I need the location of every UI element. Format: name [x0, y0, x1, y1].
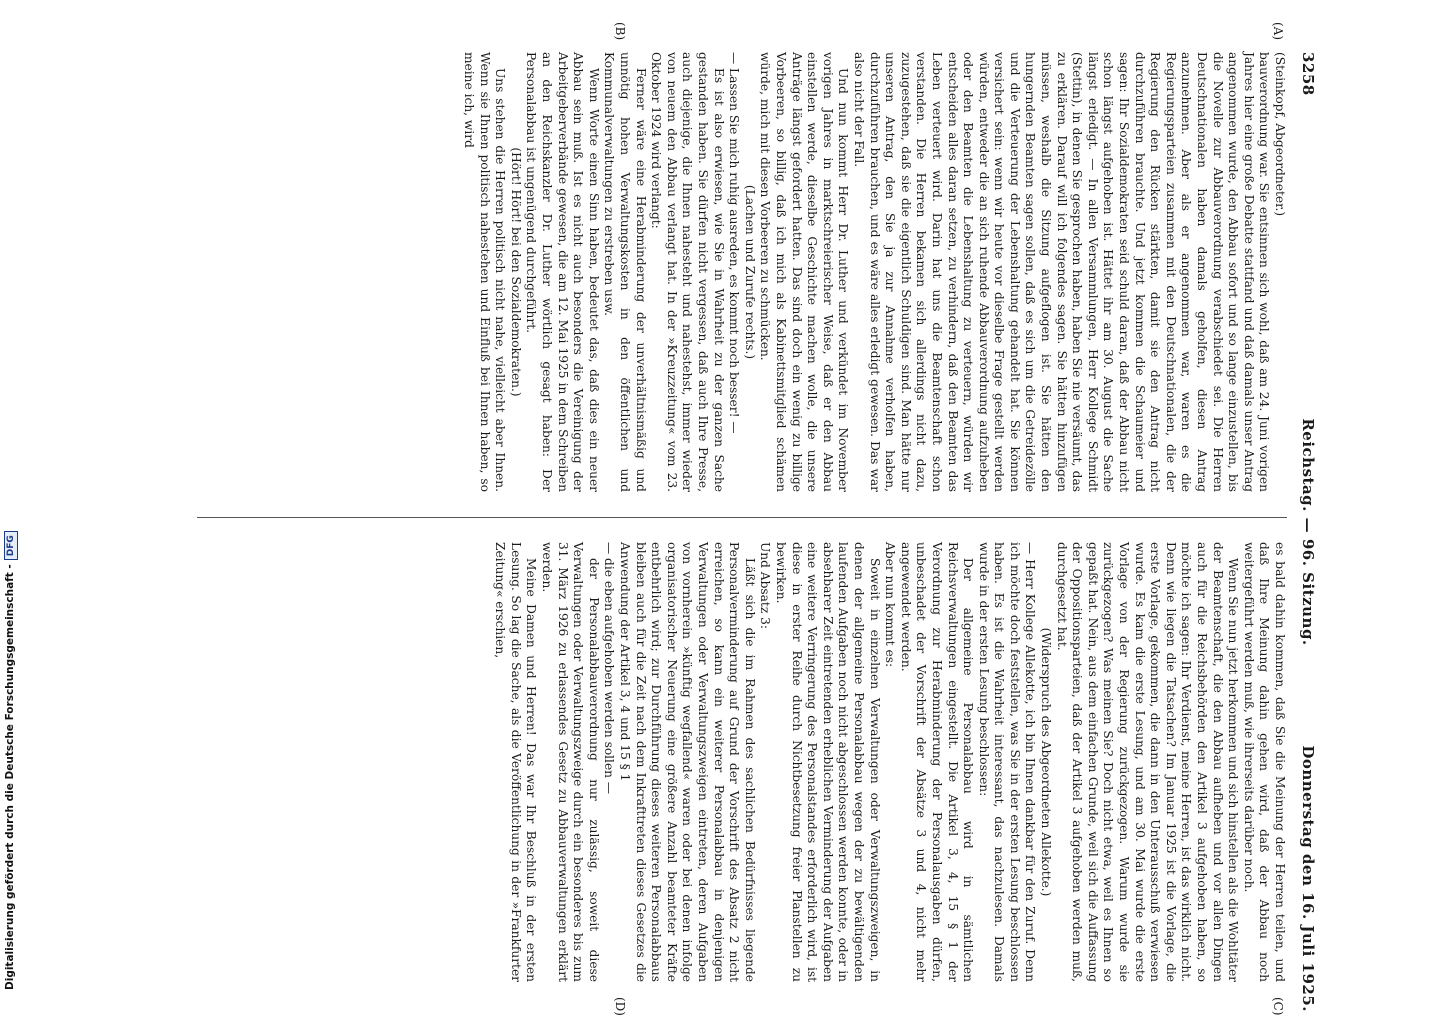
paragraph: Wenn Worte einen Sinn haben, bedeutet das, daß dies ein neuer Abbau sein muß. Ist es nicht auch besonders die Vereinigung der Arbeitgeberverbände gewesen, die am 12. Mai 1925 in dem Schreiben an den Reichskanzler Dr. Luther wörtlich gesagt haben: Der Personalabbau ist ungenügend durchgeführt.: [524, 52, 601, 492]
paragraph: (Hört! Hört! bei den Sozialdemokraten.): [508, 147, 523, 397]
paragraph: bauverordnung war. Sie entsinnen sich wohl, daß am 24. Juni vorigen Jahres hier eine große Debatte stattfand und daß damals unser Antrag angenommen wurde, den Abbau sofort und so lange einzustellen, bis die Novelle zur Abbauverordnung verabschiedet sei. Die Herren Deutschnationalen haben damals geholfen, diesen Antrag anzunehmen. Aber als er angenommen war, waren es die Regierungsparteien zusammen mit den Deutschnationalen, die der Regierung den Rücken stärkten, damit sie den Antrag nicht durchzuführen brauchte. Und jetzt kommen die Schaumeier und sagen: Ihr Sozialdemokraten seid schuld daran, daß der Abbau nicht schon längst aufgehoben ist. Hättet ihr am 30. August die Sache längst erledigt. — In allen Versammlungen, Herr Kollege Schmidt (Stettin), in denen Sie gesprochen haben, haben Sie nie versäumt, das zu erklären. Darauf will ich folgendes sagen. Sie hätten hinzufügen müssen, weshalb die Sitzung aufgeflogen ist. Sie hätten den hungernden Beamten sagen sollen, daß es sich um die Getreidezölle und die Verteuerung der Lebenshaltung gehandelt hat. Sie können versichert sein: wenn wir heute vor dieselbe Frage gestellt werden würden, entweder die an sich ruhende Abbauverordnung aufzuheben oder den Beamten die Lebenshaltung zu verteuern, würden wir entscheiden alles daran setzen, zu verhindern, daß den Beamten das Leben verteuert wird. Darin hat uns die Beamtenschaft schon verstanden. Die Herren bekamen sich allerdings nicht dazu, zuzugestehen, daß sie die eigentlich Schuldigen sind. Man hätte nur unseren Antrag, den Sie ja zur Annahme verholfen haben, durchzuführen brauchen, und es wäre alles erledigt gewesen. Das war also nicht der Fall.: [851, 52, 1272, 492]
paragraph: (Lachen und Zurufe rechts.): [742, 184, 757, 360]
margin-marker-a: (A): [1271, 22, 1285, 41]
paragraph: (Steinkopf, Abgeordneter.): [1273, 52, 1287, 217]
page-number: 3258: [1299, 52, 1317, 96]
paragraph: Wenn Sie nun jetzt herkommen und sich hinstellen als die Wohltäter der Beamtenschaft, die den Abbau aufheben und vor allen Dingen auch für die Reichsbehörden den Artikel 3 aufgehoben haben, so möchte ich sagen: Ihr Verdienst, meine Herren, ist das wirklich nicht. Denn wie liegen die Tatsachen? Im Januar 1925 ist die Vorlage, die erste Vorlage, gekommen, die dann in den Unterausschuß verwiesen wurde. Es kam die erste Lesung, und am 30. Mai wurde die erste Vorlage von der Regierung zurückgezogen. Warum wurde sie zurückgezogen? Was meinen Sie? Doch nicht etwa, weil es Ihnen so gepaßt hat. Nein, aus dem einfachen Grunde, weil sich die Auffassung der Oppositionsparteien, daß der Artikel 3 aufgehoben werden muß, durchgesetzt hat.: [1054, 542, 1241, 982]
right-column: [492, 542, 1287, 982]
paragraph: Meine Damen und Herren! Das war Ihr Beschluß in der ersten Lesung. So lag die Sache, als die Veröffentlichung in der »Frankfurter Zeitung« erschien,: [493, 542, 539, 982]
margin-marker-d: (D): [613, 997, 627, 1016]
paragraph: Es ist also erwiesen, wie Sie in Wahrheit zu der ganzen Sache gestanden haben. Sie dürfen nicht vergessen, daß auch Ihre Presse, auch diejenige, die Ihnen nahesteht und nahestehst, immer wieder von neuem den Abbau verlangt hat. In der »Kreuzzeitung« vom 23. Oktober 1924 wird verlangt:: [649, 52, 726, 492]
header-date: Donnerstag den 16. Juli 1925.: [1299, 745, 1317, 1012]
paragraph: der Personalabbauverordnung nur zulässig, soweit diese Verwaltungen oder Verwaltungszweige durch ein besonderes bis zum 31. März 1926 zu erlassendes Gesetz zu Abbauverwaltungen erklärt werden.: [540, 542, 601, 982]
left-column: [461, 52, 1287, 492]
paragraph: (Widerspruch des Abgeordneten Allekotte.): [1039, 627, 1054, 897]
paragraph: Ferner wäre eine Herabminderung der unverhältnismäßig und unnötig hohen Verwaltungskosten in den öffentlichen und Kommunalverwaltungen zu erstreben usw.: [602, 52, 648, 492]
paragraph: — Lassen Sie mich ruhig ausreden, es kommt noch besser! —: [727, 52, 742, 434]
document-page: [97, 22, 1317, 1016]
paragraph: Läßt sich die im Rahmen des sachlichen Bedürfnisses liegende Personalverminderung auf Grund der Vorschrift des Absatz 2 nicht erreichen, so kann ein weiterer Personalabbau in denjenigen Verwaltungen oder Verwaltungszweigen eintreten, deren Aufgaben von vornherein »künftig wegfallend« waren oder bei denen infolge organisatorischer Neuerung eine größere Anzahl beamteter Kräfte entbehrlich wird; zur Durchführung dieses weiteren Personalabbaus bleiben auch für die Zeit nach dem Inkrafttreten dieses Gesetzes die Anwendung der Artikel 3, 4 und 15 § 1: [618, 542, 757, 982]
paragraph: — die eben aufgehoben werden sollen —: [602, 542, 617, 795]
paragraph: Und Absatz 3:: [758, 542, 773, 629]
paragraph: es bald dahin kommen, daß Sie die Meinung der Herren teilen, und daß Ihre Meinung dahin gehen wird, daß der Abbau noch weitergeführt werden muß, wie ihrerseits darüber noch.: [1241, 542, 1287, 982]
paragraph: Uns stehen die Herren politisch nicht nahe, vielleicht aber Ihnen. Wenn sie Ihnen politisch nahestehen und Einfluß bei Ihnen haben, so meine ich, wird: [462, 52, 508, 492]
margin-marker-b: (B): [613, 22, 627, 41]
header-title: Reichstag. — 96. Sitzung.: [1299, 418, 1317, 646]
paragraph: Der allgemeine Personalabbau wird in sämtlichen Reichsverwaltungen eingestellt. Die Artikel 3, 4, 15 § 1 der Verordnung zur Herabminderung der Personalausgaben dürfen, unbeschadet der Vorschrift der Absätze 3 und 4, nicht mehr angewendet werden.: [898, 542, 976, 982]
dfg-logo: DFG: [4, 531, 18, 560]
column-divider: [197, 517, 1287, 518]
paragraph: — Herr Kollege Allekotte, ich bin Ihnen dankbar für den Zuruf. Denn ich möchte doch feststellen, was Sie in der ersten Lesung beschlossen haben. Es ist die Wahrheit interessant, das nachzulesen. Damals wurde in der ersten Lesung beschlossen:: [976, 542, 1038, 982]
margin-marker-c: (C): [1271, 997, 1285, 1016]
paragraph: Soweit in einzelnen Verwaltungen oder Verwaltungszweigen, in denen der allgemeine Personalabbau wegen der zu bewältigenden laufenden Aufgaben noch nicht abgeschlossen werden konnte, oder in absehbarer Zeit eintretenden erheblichen Verminderung der Aufgaben eine weitere Verringerung des Personalstandes erforderlich wird, ist diese in erster Reihe durch Nichtbesetzung freier Planstellen zu bewirken.: [774, 542, 882, 982]
digitization-stamp: [2, 300, 18, 990]
stamp-text-line: [2, 300, 18, 990]
stamp-text: Digitalisierung gefördert durch die Deutsche Forschungsgemeinschaft -: [4, 564, 16, 990]
paragraph: Aber nun kommt es:: [883, 542, 898, 668]
running-head: [1295, 52, 1317, 1012]
paragraph: Und nun kommt Herr Dr. Luther und verkündet im November vorigen Jahres in marktschreierischer Weise, daß er den Abbau einstellen werde, dieselbe Geschichte machen wolle, die unsere Anträge längst gefordert hatten. Das sind doch ein wenig zu billige Vorbeeren, so billig, daß ich mich als Kabinettsmitglied schämen würde, mich mit diesen Vorbeeren zu schmücken.: [758, 52, 851, 492]
